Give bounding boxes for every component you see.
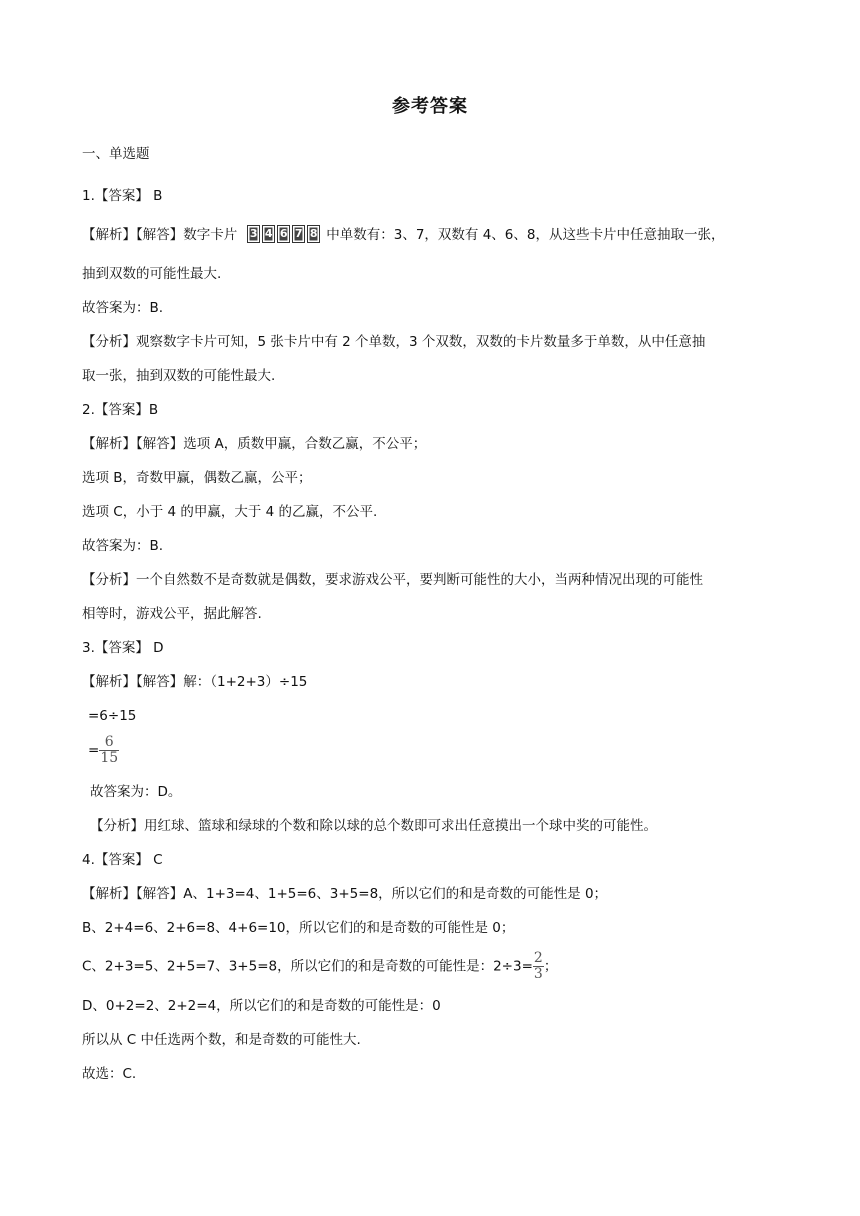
q3-eq-sign: = bbox=[88, 742, 100, 759]
q2-answer: 2.【答案】B bbox=[82, 402, 159, 418]
q4-line-a: 【解析】【解答】A、1+3=4、1+5=6、3+5=8，所以它们的和是奇数的可能性是 0； bbox=[82, 886, 608, 902]
q2-fenxi-line2: 相等时，游戏公平，据此解答. bbox=[82, 606, 262, 622]
q1-analysis-before: 【解析】【解答】数字卡片 bbox=[82, 227, 238, 243]
q3-fenxi: 【分析】用红球、篮球和绿球的个数和除以球的总个数即可求出任意摸出一个球中奖的可能性。 bbox=[90, 818, 657, 834]
q2-analysis-line3: 选项 C，小于 4 的甲赢，大于 4 的乙赢，不公平. bbox=[82, 504, 378, 520]
q1-analysis-line2: 抽到双数的可能性最大. bbox=[82, 266, 222, 282]
q4-conclusion: 故选：C. bbox=[82, 1066, 137, 1082]
q2-analysis-line2: 选项 B，奇数甲赢，偶数乙赢，公平； bbox=[82, 470, 312, 486]
q1-fenxi-line1: 【分析】观察数字卡片可知，5 张卡片中有 2 个单数，3 个双数，双数的卡片数量多于单数，从中任意抽 bbox=[82, 334, 706, 350]
q2-fenxi-line1: 【分析】一个自然数不是奇数就是偶数，要求游戏公平，要判断可能性的大小，当两种情况出现的可能性 bbox=[82, 572, 703, 588]
q1-analysis-after: 中单数有：3、7，双数有 4、6、8，从这些卡片中任意抽取一张， bbox=[326, 227, 725, 243]
q1-analysis bbox=[82, 225, 725, 245]
q2-conclusion: 故答案为：B. bbox=[82, 538, 164, 554]
fraction-denominator: 3 bbox=[533, 966, 543, 982]
q3-fraction-line bbox=[88, 736, 119, 765]
q3-conclusion: 故答案为：D。 bbox=[90, 784, 182, 800]
number-cards bbox=[247, 225, 320, 243]
q3-answer: 3.【答案】 D bbox=[82, 640, 164, 656]
q4-line-b: B、2+4=6、2+6=8、4+6=10，所以它们的和是奇数的可能性是 0； bbox=[82, 920, 515, 936]
q4-line-c bbox=[82, 952, 557, 981]
q3-fraction bbox=[99, 736, 119, 765]
fraction-numerator: 6 bbox=[104, 734, 114, 750]
q4-line-d: D、0+2=2、2+2=4，所以它们的和是奇数的可能性是：0 bbox=[82, 998, 441, 1014]
fraction-numerator: 2 bbox=[533, 950, 543, 966]
number-card: 3 bbox=[247, 225, 260, 243]
q1-fenxi-line2: 取一张，抽到双数的可能性最大. bbox=[82, 368, 276, 384]
q3-analysis-line2: =6÷15 bbox=[88, 708, 137, 724]
number-card: 6 bbox=[277, 225, 290, 243]
page-title: 参考答案 bbox=[392, 96, 468, 117]
q4-fraction bbox=[533, 952, 544, 981]
section-heading: 一、单选题 bbox=[82, 146, 150, 162]
q4-line-c-before: C、2+3=5、2+5=7、3+5=8，所以它们的和是奇数的可能性是：2÷3= bbox=[82, 958, 533, 975]
number-card: 4 bbox=[262, 225, 275, 243]
q2-analysis-line1: 【解析】【解答】选项 A，质数甲赢，合数乙赢，不公平； bbox=[82, 436, 427, 452]
fraction-denominator: 15 bbox=[100, 750, 119, 766]
number-card: 8 bbox=[307, 225, 320, 243]
q1-conclusion: 故答案为：B. bbox=[82, 300, 164, 316]
q3-analysis-line1: 【解析】【解答】解：（1+2+3）÷15 bbox=[82, 674, 308, 690]
number-card: 7 bbox=[292, 225, 305, 243]
q4-summary: 所以从 C 中任选两个数，和是奇数的可能性大. bbox=[82, 1032, 361, 1048]
q1-answer: 1.【答案】 B bbox=[82, 188, 163, 204]
q4-line-c-after: ； bbox=[543, 958, 558, 975]
q4-answer: 4.【答案】 C bbox=[82, 852, 163, 868]
